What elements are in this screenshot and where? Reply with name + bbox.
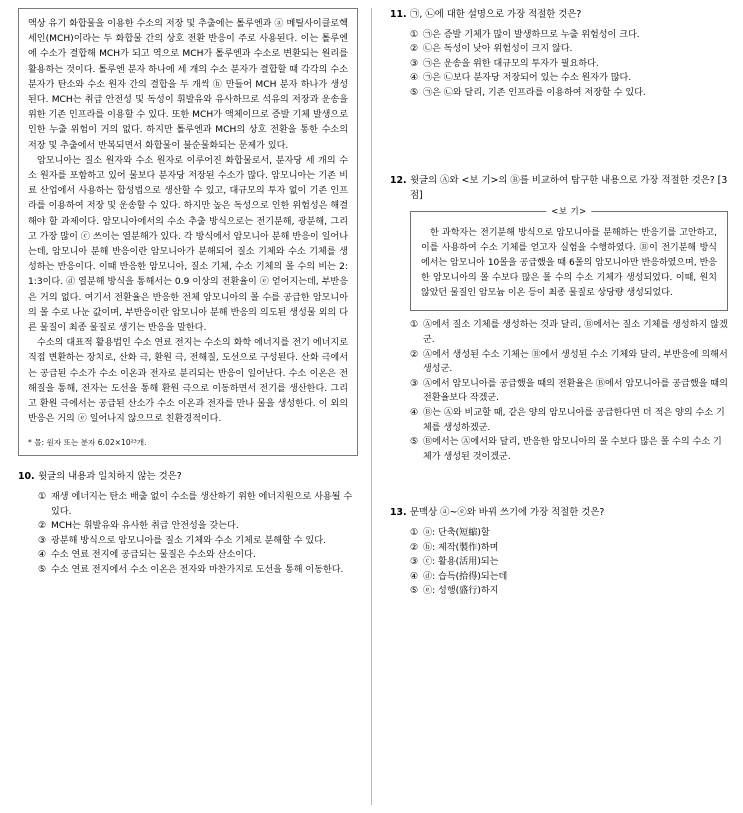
choice-marker: ④ xyxy=(38,550,47,561)
choice-marker: ② xyxy=(410,542,419,553)
choice-item[interactable] xyxy=(38,519,358,534)
choice-text: ⓑ: 제작(製作)하며 xyxy=(423,542,499,553)
choice-marker: ⑤ xyxy=(38,564,47,575)
choice-marker: ① xyxy=(410,29,419,40)
column-divider xyxy=(371,8,372,805)
vertical-gap xyxy=(390,464,730,492)
choice-item[interactable] xyxy=(410,28,730,43)
choice-item[interactable] xyxy=(410,555,730,570)
choice-text: Ⓐ에서 암모니아를 공급했을 때의 전환율은 Ⓑ에서 암모니아를 공급했을 때의 전환율보다 작겠군. xyxy=(423,378,728,404)
choice-marker: ① xyxy=(38,491,47,502)
bogi-label: <보 기> xyxy=(546,205,591,217)
question-11-choices xyxy=(390,28,730,101)
choice-text: Ⓐ에서 생성된 수소 기체는 Ⓑ에서 생성된 수소 기체와 달리, 부반응에 의해서 생성군. xyxy=(423,349,728,375)
right-column xyxy=(390,0,730,599)
passage-footnote: * 몰: 원자 또는 분자 6.02×10²³개. xyxy=(28,438,147,448)
choice-item[interactable] xyxy=(410,570,730,585)
choice-text: ⓓ: 습득(拾得)되는데 xyxy=(423,571,508,582)
choice-marker: ⑤ xyxy=(410,437,419,448)
choice-marker: ② xyxy=(38,521,47,532)
choice-marker: ② xyxy=(410,44,419,55)
choice-item[interactable] xyxy=(410,57,730,72)
passage-paragraph-2: 암모니아는 질소 원자와 수소 원자로 이루어진 화합물로서, 분자당 세 개의 수소 원자를 포함하고 있어 물보다 분자당 저장된 수소가 많다. 암모니아는 기존 비료 산업에서 사용하는 합성법으로 생산할 수 있고, 대규모의 투자 없이 기존 인프라를 이용하여 저장 및 운송할 수 있다. 하지만 높은 독성으로 인한 위험성은 해결해야 할 과제이다. 암모니아에서의 수소 추출 방식으로는 전기분해, 광분해, 그리고 가장 많이 ⓒ 쓰이는 열분해가 있다. 각 방식에서 암모니아 분해 반응이 일어나는데, 암모니아 분해 반응이란 암모니아가 분해되어 질소 기체와 수소 기체를 생성하는 반응이다. 이때 반응한 암모니아, 질소 기체, 수소 기체의 몰 수의 비는 2:1:3이다. ⓓ 열분해 방식을 통해서는 0.9 이상의 전환율이 ⓔ 얻어지는데, 부반응은 거의 없다. 여기서 전환율은 반응한 전체 암모니아의 몰 수를 공급한 암모니아의 몰 수로 나눈 값이며, 부반응이란 암모니아 분해 반응의 의도된 생성물 외의 다른 물질이 최종 물질로 생기는 반응을 말한다. xyxy=(28,155,348,334)
choice-text: ㉠은 ㉡보다 분자당 저장되어 있는 수소 원자가 많다. xyxy=(423,73,632,84)
choice-item[interactable] xyxy=(410,318,730,347)
choice-text: ㉠은 ㉡와 달리, 기존 인프라를 이용하여 저장할 수 있다. xyxy=(423,87,646,98)
choice-item[interactable] xyxy=(410,584,730,599)
choice-item[interactable] xyxy=(38,548,358,563)
question-10-number: 10. xyxy=(18,471,35,483)
passage-paragraph-3: 수소의 대표적 활용법인 수소 연료 전지는 수소의 화학 에너지를 전기 에너지로 직접 변환하는 장치로, 산화 극, 환원 극, 전해질, 도선으로 구성된다. 산화 극에서는 공급된 수소가 수소 이온과 전자로 분리되는 반응이 일어난다. 수소 이온은 전해질을 통해, 전자는 도선을 통해 환원 극으로 이동하면서 전기를 생산한다. 그리고 환원 극에서는 공급된 산소가 수소 이온과 전자를 만나 물을 생성한다. 이 외의 반응은 거의 ⓔ 일어나지 않으므로 친환경적이다. xyxy=(28,338,348,425)
choice-item[interactable] xyxy=(38,490,358,519)
choice-text: ㉠은 운송을 위한 대규모의 투자가 필요하다. xyxy=(423,58,599,69)
left-column xyxy=(18,0,358,578)
choice-item[interactable] xyxy=(410,42,730,57)
question-10 xyxy=(18,470,358,577)
passage-box xyxy=(18,8,358,456)
choice-item[interactable] xyxy=(410,71,730,86)
choice-item[interactable] xyxy=(410,541,730,556)
choice-marker: ⑤ xyxy=(410,87,419,98)
question-10-choices xyxy=(18,490,358,578)
choice-item[interactable] xyxy=(410,348,730,377)
choice-text: 수소 연료 전지에서 수소 이온은 전자와 마찬가지로 도선을 통해 이동한다. xyxy=(51,564,344,575)
choice-marker: ④ xyxy=(410,408,419,419)
choice-text: ⓐ: 단축(短縮)할 xyxy=(423,527,490,538)
choice-text: ⓔ: 성행(盛行)하지 xyxy=(423,586,499,597)
choice-text: ⓒ: 활용(活用)되는 xyxy=(423,557,499,568)
choice-marker: ③ xyxy=(410,557,419,568)
choice-marker: ④ xyxy=(410,571,419,582)
passage-paragraph-1: 액상 유기 화합물을 이용한 수소의 저장 및 추출에는 톨루엔과 ⓐ 메틸사이클로헥세인(MCH)이라는 두 화합물 간의 상호 전환 반응이 주로 사용된다. 이는 톨루엔에 수소가 결합해 MCH가 되고 역으로 MCH가 톨루엔과 수소로 변환되는 원리를 활용하는 것이다. 톨루엔 분자 하나에 세 개의 수소 분자가 결합할 때 각각의 수소 분자가 탄소와 수소 원자 간의 결합을 두 개씩 ⓑ 만들어 MCH 분자 하나가 생성된다. MCH는 취급 안전성 및 독성이 휘발유와 유사하므로 석유의 저장과 운송을 위한 기존 인프라를 이용할 수 있다. 또한 MCH가 액체이므로 증발 기체 발생으로 인한 누출 위험이 거의 없다. 하지만 톨루엔과 MCH의 상호 전환을 통한 수소의 저장 및 추출에서 반복되면서 화합물이 불순물화되는 문제가 있다. xyxy=(28,19,348,151)
choice-text: Ⓑ는 Ⓐ와 비교할 때, 같은 양의 암모니아를 공급한다면 더 적은 양의 수소 기체를 생성하겠군. xyxy=(423,408,725,433)
question-10-stem: 윗글의 내용과 일치하지 않는 것은? xyxy=(38,471,182,483)
question-11-stem: ㉠, ㉡에 대한 설명으로 가장 적절한 것은? xyxy=(410,9,582,20)
choice-marker: ② xyxy=(410,349,419,360)
choice-text: 재생 에너지는 탄소 배출 없이 수소를 생산하기 위한 에너지원으로 사용될 수 있다. xyxy=(51,491,353,517)
choice-marker: ① xyxy=(410,320,419,331)
vertical-gap xyxy=(390,100,730,160)
choice-item[interactable] xyxy=(410,526,730,541)
question-13 xyxy=(390,506,730,598)
bogi-box xyxy=(410,206,728,311)
bogi-text: 한 과학자는 전기분해 방식으로 암모니아를 분해하는 반응기를 고안하고, 이를 사용하여 수소 기체를 얻고자 실험을 수행하였다. Ⓑ이 전기분해 방식에서는 암모니아 10몰을 공급했을 때 6몰의 암모니아만 반응하였으며, 반응한 암모니아의 몰 수보다 많은 몰 수의 수소 기체가 생성되었다. 이때, 원치 않았던 물질인 암모늄 이온 등이 최종 물질로 상당량 생성되었다. xyxy=(421,228,717,299)
choice-text: ㉡은 독성이 낮아 위험성이 크지 않다. xyxy=(423,44,573,55)
choice-item[interactable] xyxy=(38,563,358,578)
question-12-stem: 윗글의 Ⓐ와 <보 기>의 Ⓑ를 비교하여 탐구한 내용으로 가장 적절한 것은? [3점] xyxy=(410,175,728,201)
choice-item[interactable] xyxy=(410,435,730,464)
question-12-number: 12. xyxy=(390,175,407,187)
question-12-choices xyxy=(390,318,730,464)
choice-text: MCH는 휘발유와 유사한 취급 안전성을 갖는다. xyxy=(51,521,239,532)
choice-marker: ④ xyxy=(410,73,419,84)
choice-marker: ⑤ xyxy=(410,586,419,597)
choice-item[interactable] xyxy=(410,377,730,406)
question-13-number: 13. xyxy=(390,507,407,519)
question-13-choices xyxy=(390,526,730,599)
choice-text: Ⓐ에서 질소 기체를 생성하는 것과 달리, Ⓑ에서는 질소 기체를 생성하지 않겠군. xyxy=(423,320,728,346)
choice-item[interactable] xyxy=(410,406,730,435)
choice-marker: ① xyxy=(410,527,419,538)
choice-text: 광분해 방식으로 암모니아를 질소 기체와 수소 기체로 분해할 수 있다. xyxy=(51,535,326,546)
choice-item[interactable] xyxy=(410,86,730,101)
choice-text: Ⓑ에서는 Ⓐ에서와 달리, 반응한 암모니아의 몰 수보다 많은 몰 수의 수소 기체가 생성된 것이겠군. xyxy=(423,437,722,462)
choice-text: 수소 연료 전지에 공급되는 물질은 수소와 산소이다. xyxy=(51,550,256,561)
choice-marker: ③ xyxy=(410,58,419,69)
choice-marker: ③ xyxy=(410,378,419,389)
choice-text: ㉠은 증발 기체가 많이 발생하므로 누출 위험성이 크다. xyxy=(423,29,640,40)
question-12 xyxy=(390,174,730,464)
question-11-number: 11. xyxy=(390,9,407,20)
question-11 xyxy=(390,8,730,100)
choice-marker: ③ xyxy=(38,535,47,546)
choice-item[interactable] xyxy=(38,534,358,549)
question-13-stem: 문맥상 ⓐ~ⓔ와 바꿔 쓰기에 가장 적절한 것은? xyxy=(410,507,605,519)
